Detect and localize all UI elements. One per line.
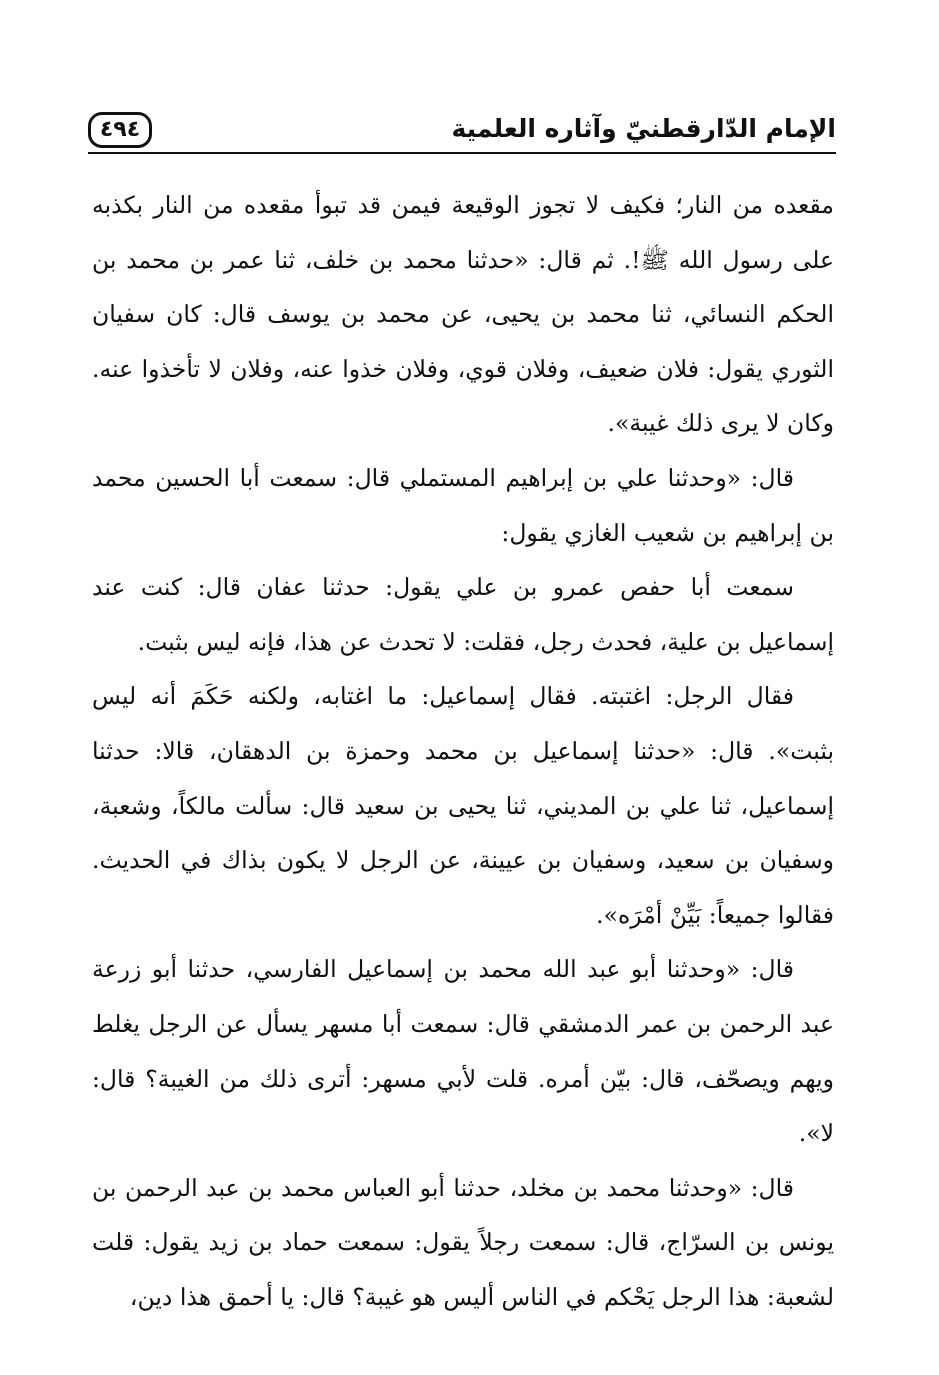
paragraph: قال: «وحدثنا أبو عبد الله محمد بن إسماعيل الفارسي، حدثنا أبو زرعة عبد الرحمن بن عمر الدمشقي قال: سمعت أبا مسهر يسأل عن الرجل يغلط ويهم ويصحّف، قال: بيّن أمره. قلت لأبي مسهر: أترى ذلك من الغيبة؟ قال: لا». (92, 955, 834, 1148)
paragraph: سمعت أبا حفص عمرو بن علي يقول: حدثنا عفان قال: كنت عند إسماعيل بن علية، فحدث رجل، فقلت: لا تحدث عن هذا، فإنه ليس بثبت. (92, 573, 834, 656)
page-header (88, 110, 836, 156)
paragraph: مقعده من النار؛ فكيف لا تجوز الوقيعة فيمن قد تبوأ مقعده من النار بكذبه على رسول الله ﷺ!. ثم قال: «حدثنا محمد بن خلف، ثنا عمر بن محمد بن الحكم النسائي، ثنا محمد بن يحيى، عن محمد بن يوسف قال: كان سفيان الثوري يقول: فلان ضعيف، وفلان قوي، وفلان خذوا عنه، وفلان لا تأخذوا عنه. وكان لا يرى ذلك غيبة». (92, 191, 834, 438)
paragraph: قال: «وحدثنا علي بن إبراهيم المستملي قال: سمعت أبا الحسين محمد بن إبراهيم بن شعيب الغازي يقول: (92, 463, 834, 547)
header-rule (88, 152, 836, 154)
paragraph: قال: «وحدثنا محمد بن مخلد، حدثنا أبو العباس محمد بن عبد الرحمن بن يونس بن السرّاج، قال: سمعت رجلاً يقول: سمعت حماد بن زيد يقول: قلت لشعبة: هذا الرجل يَحْكم في الناس أليس هو غيبة؟ قال: يا أحمق هذا دين، (92, 1173, 834, 1311)
running-title: الإمام الدّارقطنيّ وآثاره العلمية (451, 114, 836, 143)
paragraph: فقال الرجل: اغتبته. فقال إسماعيل: ما اغتابه، ولكنه حَكَمَ أنه ليس بثبت». قال: «حدثنا إسماعيل بن محمد وحمزة بن الدهقان، قالا: حدثنا إسماعيل، ثنا علي بن المديني، ثنا يحيى بن سعيد قال: سألت مالكاً، وشعبة، وسفيان بن سعيد، وسفيان بن عيينة، عن الرجل لا يكون بذاك في الحديث. فقالوا جميعاً: بَيِّنْ أمْرَه». (92, 682, 834, 929)
page-number: ٤٩٤ (88, 112, 152, 148)
body-text (92, 178, 834, 1324)
